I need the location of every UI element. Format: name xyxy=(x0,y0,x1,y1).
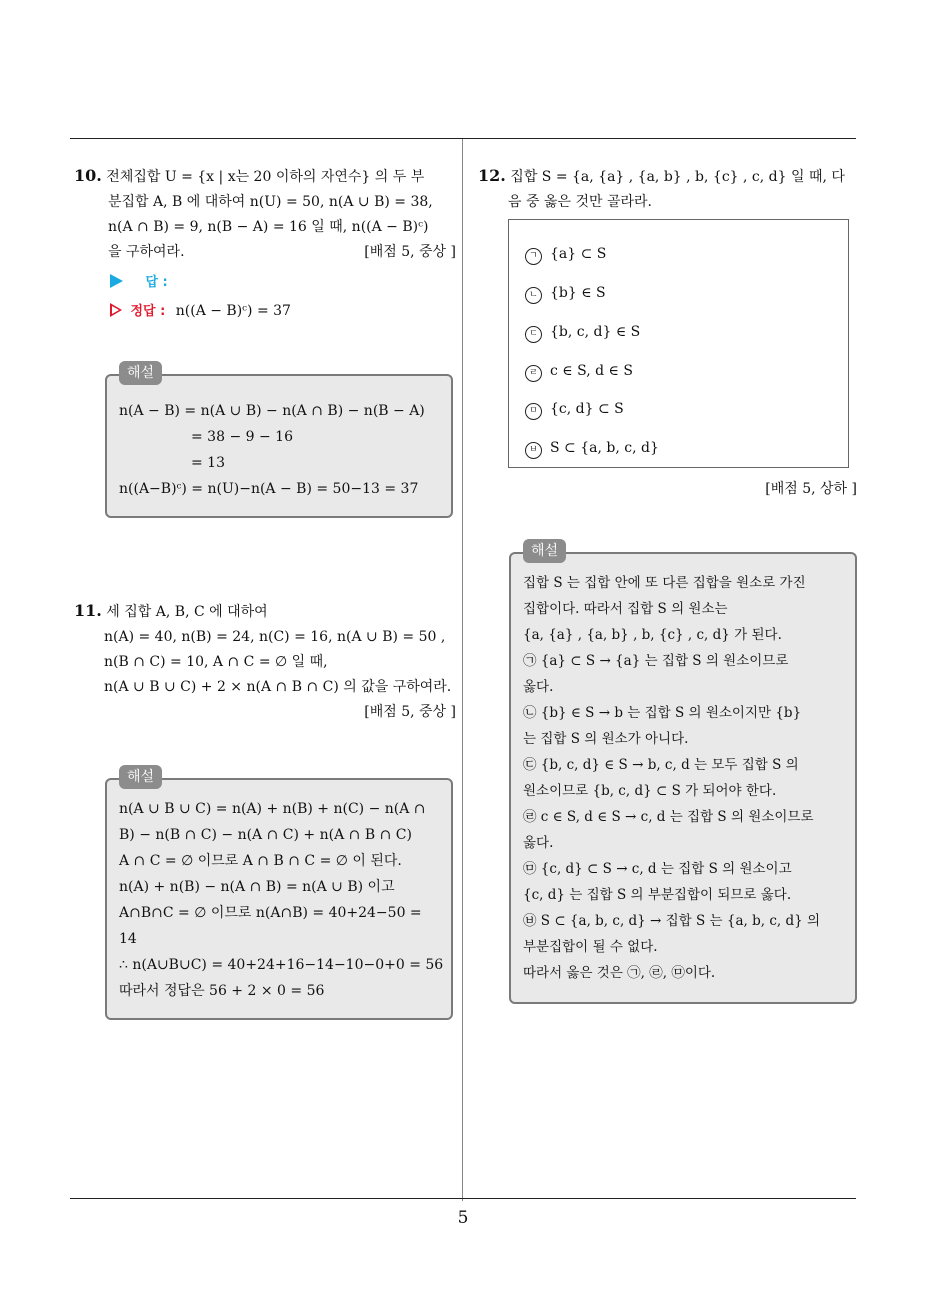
grade-label: [배점 5, 상하 ] xyxy=(765,481,857,497)
question-12 xyxy=(478,163,858,215)
solution-line: 집합 S 는 집합 안에 또 다른 집합을 원소로 가진 xyxy=(523,575,806,591)
solution-line: A∩B∩C = ∅ 이므로 n(A∩B) = 40+24−50 = xyxy=(119,905,422,921)
solution-box-11 xyxy=(105,769,453,1020)
choice-marker: ㄱ xyxy=(525,248,542,265)
column-divider xyxy=(462,139,463,1201)
solution-tag: 해설 xyxy=(523,539,566,563)
solution-line: ㉤ {c, d} ⊂ S → c, d 는 집합 S 의 원소이고 xyxy=(523,861,792,877)
triangle-outline-icon xyxy=(110,303,122,317)
question-10-line-4: 을 구하여라. [배점 5, 중상 ] xyxy=(74,240,456,265)
page-number: 5 xyxy=(457,1208,469,1228)
solution-line: n((A−B)ᶜ) = n(U)−n(A − B) = 50−13 = 37 xyxy=(119,481,419,497)
solution-line: 부분집합이 될 수 없다. xyxy=(523,939,658,955)
correct-answer-row xyxy=(110,300,291,319)
solution-line: ㉢ {b, c, d} ∈ S → b, c, d 는 모두 집합 S 의 xyxy=(523,757,799,773)
choice-marker: ㅁ xyxy=(525,403,542,420)
solution-line: 집합이다. 따라서 집합 S 의 원소는 xyxy=(523,601,728,617)
solution-line: B) − n(B ∩ C) − n(A ∩ C) + n(A ∩ B ∩ C) xyxy=(119,827,412,843)
grade-label: [배점 5, 중상 ] xyxy=(364,704,456,720)
solution-line: 따라서 옳은 것은 ㉠, ㉣, ㉤이다. xyxy=(523,965,716,981)
correct-answer-value: n((A − B)ᶜ) = 37 xyxy=(175,303,291,319)
solution-line: 옳다. xyxy=(523,679,554,695)
question-11-line-1: 11. 세 집합 A, B, C 에 대하여 xyxy=(74,601,268,620)
solution-line: n(A − B) = n(A ∪ B) − n(A ∩ B) − n(B − A) xyxy=(119,403,425,419)
solution-tag: 해설 xyxy=(119,765,162,789)
solution-line: 원소이므로 {b, c, d} ⊂ S 가 되어야 한다. xyxy=(523,783,777,799)
question-number: 12. xyxy=(478,166,506,185)
choice-item: ㄴ {b} ∈ S xyxy=(525,285,606,304)
solution-line: 14 xyxy=(119,931,137,947)
choice-marker: ㄴ xyxy=(525,287,542,304)
question-10-line-3: n(A ∩ B) = 9, n(B − A) = 16 일 때, n((A − B)ᶜ) xyxy=(108,219,429,235)
solution-line: ㉡ {b} ∈ S → b 는 집합 S 의 원소이지만 {b} xyxy=(523,705,802,721)
solution-line: = 38 − 9 − 16 xyxy=(191,429,293,445)
solution-line: {c, d} 는 집합 S 의 부분집합이 되므로 옳다. xyxy=(523,887,792,903)
solution-tag: 해설 xyxy=(119,361,162,385)
question-12-line-1: 12. 집합 S = {a, {a} , {a, b} , b, {c} , c, d} 일 때, 다 xyxy=(478,166,845,185)
solution-line: A ∩ C = ∅ 이므로 A ∩ B ∩ C = ∅ 이 된다. xyxy=(119,853,402,869)
solution-line: 옳다. xyxy=(523,835,554,851)
choices-box xyxy=(508,219,849,468)
grade-label: [배점 5, 중상 ] xyxy=(364,244,456,260)
question-10-line-2: 분집합 A, B 에 대하여 n(U) = 50, n(A ∪ B) = 38, xyxy=(108,194,433,210)
correct-answer-label: 정답 : xyxy=(130,304,166,319)
choice-item: ㄱ {a} ⊂ S xyxy=(525,246,606,265)
question-11-line-4: n(A ∪ B ∪ C) + 2 × n(A ∩ B ∩ C) 의 값을 구하여라. xyxy=(104,679,452,695)
solution-box-10 xyxy=(105,365,453,518)
choice-item: ㅁ {c, d} ⊂ S xyxy=(525,401,624,420)
solution-line: = 13 xyxy=(191,455,225,471)
answer-row xyxy=(110,271,168,290)
question-11 xyxy=(74,598,456,725)
question-11-line-2: n(A) = 40, n(B) = 24, n(C) = 16, n(A ∪ B) = 50 , xyxy=(104,629,446,645)
solution-line: ㉥ S ⊂ {a, b, c, d} → 집합 S 는 {a, b, c, d} 의 xyxy=(523,913,821,929)
solution-line: ㉣ c ∈ S, d ∈ S → c, d 는 집합 S 의 원소이므로 xyxy=(523,809,814,825)
play-icon xyxy=(110,274,123,288)
solution-box-12 xyxy=(509,543,857,1004)
choice-item: ㄷ {b, c, d} ∈ S xyxy=(525,324,640,343)
solution-line: 따라서 정답은 56 + 2 × 0 = 56 xyxy=(119,983,325,999)
solution-line: n(A) + n(B) − n(A ∩ B) = n(A ∪ B) 이고 xyxy=(119,879,395,895)
choice-item: ㄹ c ∈ S, d ∈ S xyxy=(525,363,633,382)
solution-line: {a, {a} , {a, b} , b, {c} , c, d} 가 된다. xyxy=(523,627,782,643)
top-rule xyxy=(70,138,856,139)
choice-marker: ㄷ xyxy=(525,326,542,343)
question-11-line-3: n(B ∩ C) = 10, A ∩ C = ∅ 일 때, xyxy=(104,654,328,670)
choice-marker: ㅂ xyxy=(525,442,542,459)
solution-line: n(A ∪ B ∪ C) = n(A) + n(B) + n(C) − n(A ∩ xyxy=(119,801,426,817)
solution-line: ㉠ {a} ⊂ S → {a} 는 집합 S 의 원소이므로 xyxy=(523,653,789,669)
question-number: 11. xyxy=(74,601,102,620)
question-12-line-2: 음 중 옳은 것만 골라라. xyxy=(508,194,652,210)
question-10-line-1: 10. 전체집합 U = {x | x는 20 이하의 자연수} 의 두 부 xyxy=(74,166,425,185)
bottom-rule xyxy=(70,1198,856,1199)
choice-marker: ㄹ xyxy=(525,365,542,382)
solution-line: 는 집합 S 의 원소가 아니다. xyxy=(523,731,689,747)
answer-label: 답 : xyxy=(145,275,168,290)
question-10 xyxy=(74,163,456,265)
solution-line: ∴ n(A∪B∪C) = 40+24+16−14−10−0+0 = 56 xyxy=(119,957,444,973)
choice-item: ㅂ S ⊂ {a, b, c, d} xyxy=(525,440,659,459)
question-number: 10. xyxy=(74,166,102,185)
